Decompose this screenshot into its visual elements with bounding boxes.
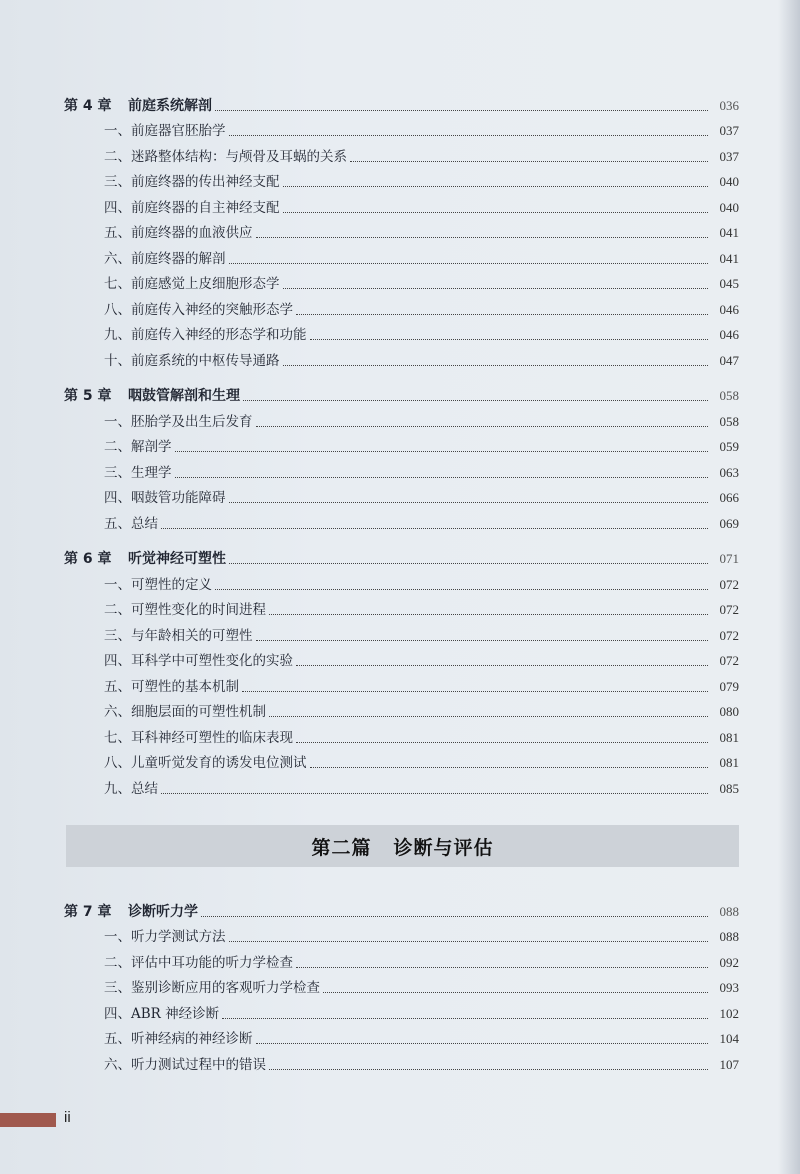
leader-dots — [222, 1017, 708, 1019]
leader-dots — [256, 1042, 709, 1044]
section-entry — [64, 292, 739, 318]
section-number: 二、 — [104, 439, 131, 455]
leader-dots — [283, 287, 709, 289]
section-page-number: 102 — [719, 1005, 739, 1021]
chapter-block — [64, 542, 739, 797]
leader-dots — [296, 664, 708, 666]
section-entry — [64, 669, 739, 695]
section-number: 九、 — [104, 327, 131, 343]
section-entry — [64, 404, 739, 430]
leader-dots — [243, 399, 708, 401]
section-page-number: 072 — [719, 602, 739, 617]
section-title: 听力测试过程中的错误 — [131, 1056, 266, 1073]
chapter-entry — [64, 379, 739, 405]
section-number: 四、 — [104, 199, 131, 216]
chapter-label: 第 6 章 — [64, 551, 112, 567]
leader-dots — [161, 527, 708, 529]
section-title: 可塑性的基本机制 — [131, 678, 239, 695]
section-entry — [64, 241, 739, 267]
part-title: 诊断与评估 — [393, 836, 494, 859]
leader-dots — [229, 940, 709, 942]
leader-dots — [201, 915, 708, 917]
section-page-number: 107 — [719, 1056, 739, 1072]
chapter-page-number: 088 — [719, 903, 739, 919]
section-number: 二、 — [104, 148, 131, 165]
section-page-number: 081 — [719, 755, 739, 770]
section-page-number: 072 — [719, 576, 739, 592]
section-title: 咽鼓管功能障碍 — [131, 490, 226, 506]
section-title: 总结 — [131, 780, 158, 797]
section-page-number: 081 — [719, 729, 739, 745]
section-entry — [64, 1022, 739, 1048]
leader-dots — [229, 501, 709, 503]
section-page-number: 080 — [719, 704, 739, 719]
leader-dots — [229, 134, 709, 136]
section-page-number: 104 — [719, 1031, 739, 1046]
section-title: 儿童听觉发育的诱发电位测试 — [131, 755, 307, 771]
section-number: 七、 — [104, 276, 131, 292]
section-entry — [64, 114, 739, 140]
section-entry — [64, 971, 739, 997]
section-page-number: 037 — [719, 148, 739, 164]
leader-dots — [215, 588, 708, 590]
leader-dots — [256, 236, 709, 238]
section-entry — [64, 318, 739, 344]
leader-dots — [256, 425, 709, 427]
section-number: 六、 — [104, 250, 131, 267]
section-number: 一、 — [104, 123, 131, 139]
section-title: 可塑性的定义 — [131, 576, 212, 593]
leader-dots — [296, 741, 708, 743]
leader-dots — [161, 792, 708, 794]
section-page-number: 047 — [719, 352, 739, 368]
leader-dots — [283, 211, 709, 213]
section-page-number: 059 — [719, 439, 739, 454]
leader-dots — [296, 313, 708, 315]
section-title: 前庭终器的自主神经支配 — [131, 199, 280, 216]
table-of-contents-part-2 — [64, 894, 739, 1083]
leader-dots — [296, 966, 708, 968]
section-entry — [64, 1047, 739, 1073]
section-number: 五、 — [104, 678, 131, 695]
section-number: 四、 — [104, 1005, 131, 1022]
section-page-number: 058 — [719, 413, 739, 429]
section-number: 二、 — [104, 954, 131, 971]
section-entry — [64, 593, 739, 619]
section-title: ABR 神经诊断 — [131, 1005, 220, 1022]
table-of-contents — [64, 88, 739, 807]
section-title: 评估中耳功能的听力学检查 — [131, 954, 293, 971]
section-number: 六、 — [104, 704, 131, 720]
section-page-number: 079 — [719, 678, 739, 694]
section-entry — [64, 267, 739, 293]
section-title: 前庭器官胚胎学 — [131, 123, 226, 139]
section-number: 一、 — [104, 576, 131, 593]
section-page-number: 041 — [719, 250, 739, 266]
section-title: 迷路整体结构：与颅骨及耳蜗的关系 — [131, 148, 347, 165]
section-number: 四、 — [104, 490, 131, 506]
section-title: 前庭传入神经的突触形态学 — [131, 301, 293, 318]
section-page-number: 092 — [719, 954, 739, 970]
section-title: 解剖学 — [131, 439, 172, 455]
section-entry — [64, 139, 739, 165]
section-entry — [64, 771, 739, 797]
section-page-number: 045 — [719, 276, 739, 291]
section-number: 六、 — [104, 1056, 131, 1073]
section-title: 听力学测试方法 — [131, 929, 226, 945]
footer-accent-bar — [0, 1113, 56, 1127]
chapter-entry — [64, 894, 739, 920]
section-entry — [64, 165, 739, 191]
section-title: 耳科学中可塑性变化的实验 — [131, 653, 293, 669]
section-title: 前庭终器的解剖 — [131, 250, 226, 267]
section-title: 细胞层面的可塑性机制 — [131, 704, 266, 720]
section-entry — [64, 506, 739, 532]
chapter-page-number: 071 — [719, 551, 739, 566]
section-entry — [64, 920, 739, 946]
section-page-number: 088 — [719, 929, 739, 944]
chapter-title: 咽鼓管解剖和生理 — [128, 388, 240, 404]
leader-dots — [229, 562, 708, 564]
leader-dots — [215, 109, 708, 111]
chapter-entry — [64, 542, 739, 568]
section-page-number: 046 — [719, 327, 739, 342]
leader-dots — [229, 262, 709, 264]
section-number: 二、 — [104, 602, 131, 618]
section-entry — [64, 746, 739, 772]
chapter-label: 第 5 章 — [64, 388, 112, 404]
section-number: 五、 — [104, 515, 131, 532]
section-title: 与年龄相关的可塑性 — [131, 627, 253, 644]
section-title: 总结 — [131, 515, 158, 532]
leader-dots — [323, 991, 708, 993]
leader-dots — [310, 338, 709, 340]
section-title: 前庭终器的传出神经支配 — [131, 174, 280, 190]
section-entry — [64, 695, 739, 721]
section-title: 可塑性变化的时间进程 — [131, 602, 266, 618]
leader-dots — [242, 690, 708, 692]
section-entry — [64, 996, 739, 1022]
chapter-entry — [64, 88, 739, 114]
chapter-page-number: 036 — [719, 97, 739, 113]
section-page-number: 072 — [719, 627, 739, 643]
chapter-block — [64, 894, 739, 1073]
chapter-page-number: 058 — [719, 388, 739, 403]
section-number: 五、 — [104, 1031, 131, 1047]
section-entry — [64, 720, 739, 746]
chapter-title: 听觉神经可塑性 — [128, 551, 226, 567]
chapter-label: 第 7 章 — [64, 903, 112, 920]
section-page-number: 040 — [719, 199, 739, 215]
section-entry — [64, 567, 739, 593]
section-title: 鉴别诊断应用的客观听力学检查 — [131, 980, 320, 996]
section-title: 耳科神经可塑性的临床表现 — [131, 729, 293, 746]
section-entry — [64, 945, 739, 971]
leader-dots — [283, 364, 709, 366]
part-banner — [66, 825, 739, 867]
section-page-number: 072 — [719, 653, 739, 668]
section-number: 八、 — [104, 755, 131, 771]
section-page-number: 041 — [719, 225, 739, 240]
section-title: 生理学 — [131, 464, 172, 481]
section-entry — [64, 430, 739, 456]
section-entry — [64, 190, 739, 216]
section-title: 前庭系统的中枢传导通路 — [131, 352, 280, 369]
section-number: 四、 — [104, 653, 131, 669]
section-number: 三、 — [104, 464, 131, 481]
page-folio: ii — [64, 1109, 71, 1126]
section-entry — [64, 644, 739, 670]
leader-dots — [175, 450, 709, 452]
section-title: 胚胎学及出生后发育 — [131, 413, 253, 430]
section-title: 听神经病的神经诊断 — [131, 1031, 253, 1047]
leader-dots — [256, 639, 709, 641]
leader-dots — [350, 160, 708, 162]
section-number: 三、 — [104, 174, 131, 190]
section-title: 前庭感觉上皮细胞形态学 — [131, 276, 280, 292]
chapter-title: 诊断听力学 — [128, 903, 198, 920]
leader-dots — [269, 715, 708, 717]
chapter-block — [64, 379, 739, 532]
leader-dots — [310, 766, 709, 768]
section-page-number: 037 — [719, 123, 739, 138]
section-entry — [64, 481, 739, 507]
chapter-title: 前庭系统解剖 — [128, 97, 212, 114]
section-page-number: 063 — [719, 464, 739, 480]
section-page-number: 066 — [719, 490, 739, 505]
leader-dots — [269, 1068, 708, 1070]
page-edge-shadow — [778, 0, 800, 1174]
section-entry — [64, 343, 739, 369]
section-page-number: 040 — [719, 174, 739, 189]
section-number: 一、 — [104, 413, 131, 430]
leader-dots — [283, 185, 709, 187]
section-number: 十、 — [104, 352, 131, 369]
section-number: 九、 — [104, 780, 131, 797]
chapter-block — [64, 88, 739, 369]
section-page-number: 085 — [719, 780, 739, 796]
section-number: 七、 — [104, 729, 131, 746]
section-title: 前庭终器的血液供应 — [131, 225, 253, 241]
section-page-number: 046 — [719, 301, 739, 317]
section-entry — [64, 216, 739, 242]
section-number: 一、 — [104, 929, 131, 945]
leader-dots — [175, 476, 709, 478]
chapter-label: 第 4 章 — [64, 97, 112, 114]
section-number: 三、 — [104, 627, 131, 644]
section-page-number: 093 — [719, 980, 739, 995]
section-number: 三、 — [104, 980, 131, 996]
section-number: 八、 — [104, 301, 131, 318]
section-page-number: 069 — [719, 515, 739, 531]
part-label: 第二篇 — [311, 836, 372, 859]
section-entry — [64, 455, 739, 481]
leader-dots — [269, 613, 708, 615]
section-entry — [64, 618, 739, 644]
section-title: 前庭传入神经的形态学和功能 — [131, 327, 307, 343]
section-number: 五、 — [104, 225, 131, 241]
